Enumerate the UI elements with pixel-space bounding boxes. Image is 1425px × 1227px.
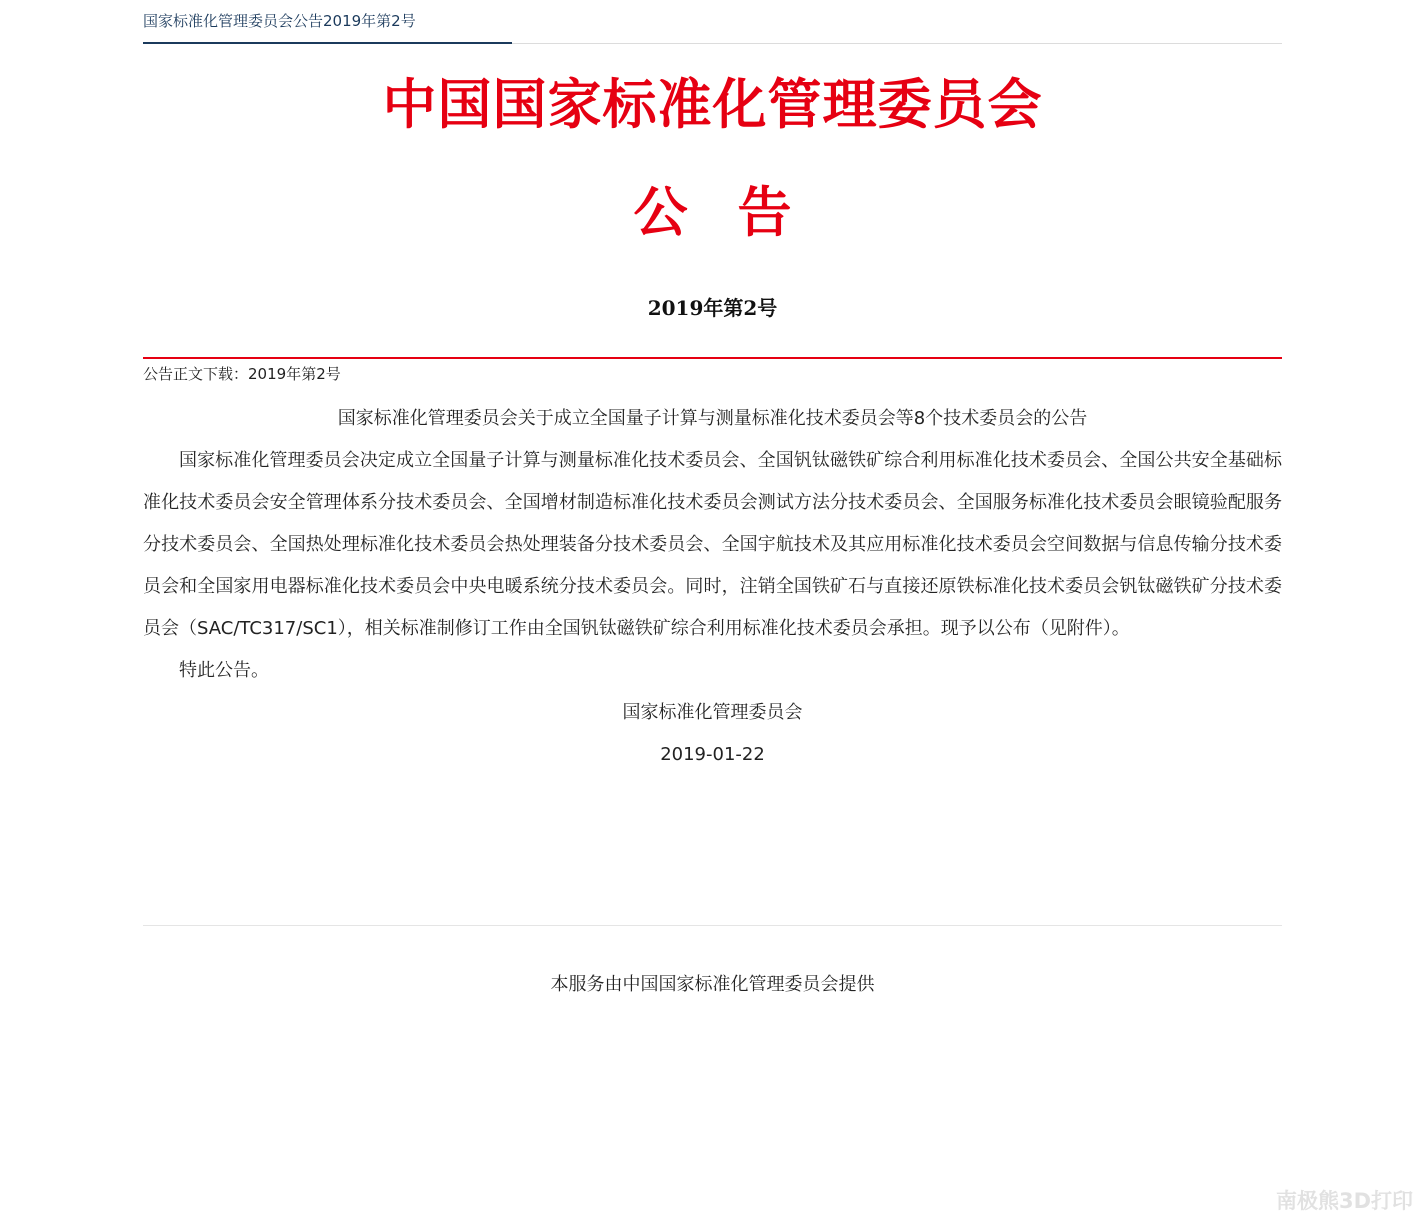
announcement-page bbox=[143, 0, 1282, 995]
announcement-heading: 公告 bbox=[633, 180, 842, 244]
sign-date: 2019-01-22 bbox=[660, 744, 765, 765]
header-divider bbox=[143, 357, 1282, 359]
download-label: 公告正文下载： bbox=[143, 365, 249, 383]
tab-active-underline bbox=[143, 42, 512, 44]
footer-text: 本服务由中国国家标准化管理委员会提供 bbox=[550, 974, 875, 995]
download-line bbox=[143, 363, 341, 384]
watermark: 南极熊3D打印 bbox=[1275, 1189, 1413, 1213]
issuer-title: 中国国家标准化管理委员会 bbox=[382, 72, 1043, 136]
notice-title: 国家标准化管理委员会关于成立全国量子计算与测量标准化技术委员会等8个技术委员会的公告 bbox=[337, 408, 1088, 429]
signer: 国家标准化管理委员会 bbox=[622, 702, 803, 723]
footer-divider bbox=[143, 925, 1282, 926]
tab-bar bbox=[143, 0, 1282, 44]
download-link[interactable]: 2019年第2号 bbox=[248, 365, 341, 383]
notice-closing: 特此公告。 bbox=[179, 660, 269, 681]
document-number: 2019年第2号 bbox=[647, 296, 778, 320]
tab-title[interactable]: 国家标准化管理委员会公告2019年第2号 bbox=[143, 12, 416, 30]
notice-paragraph: 国家标准化管理委员会决定成立全国量子计算与测量标准化技术委员会、全国钒钛磁铁矿综合利用标准化技术委员会、全国公共安全基础标准化技术委员会安全管理体系分技术委员会、全国增材制造标准化技术委员会测试方法分技术委员会、全国服务标准化技术委员会眼镜验配服务分技术委员会、全国热处理标准化技术委员会热处理装备分技术委员会、全国宇航技术及其应用标准化技术委员会空间数据与信息传输分技术委员会和全国家用电器标准化技术委员会中央电暖系统分技术委员会。同时，注销全国铁矿石与直接还原铁标准化技术委员会钒钛磁铁矿分技术委员会（SAC/TC317/SC1），相关标准制修订工作由全国钒钛磁铁矿综合利用标准化技术委员会承担。现予以公布（见附件）。 bbox=[143, 450, 1282, 639]
notice-body bbox=[143, 398, 1282, 776]
